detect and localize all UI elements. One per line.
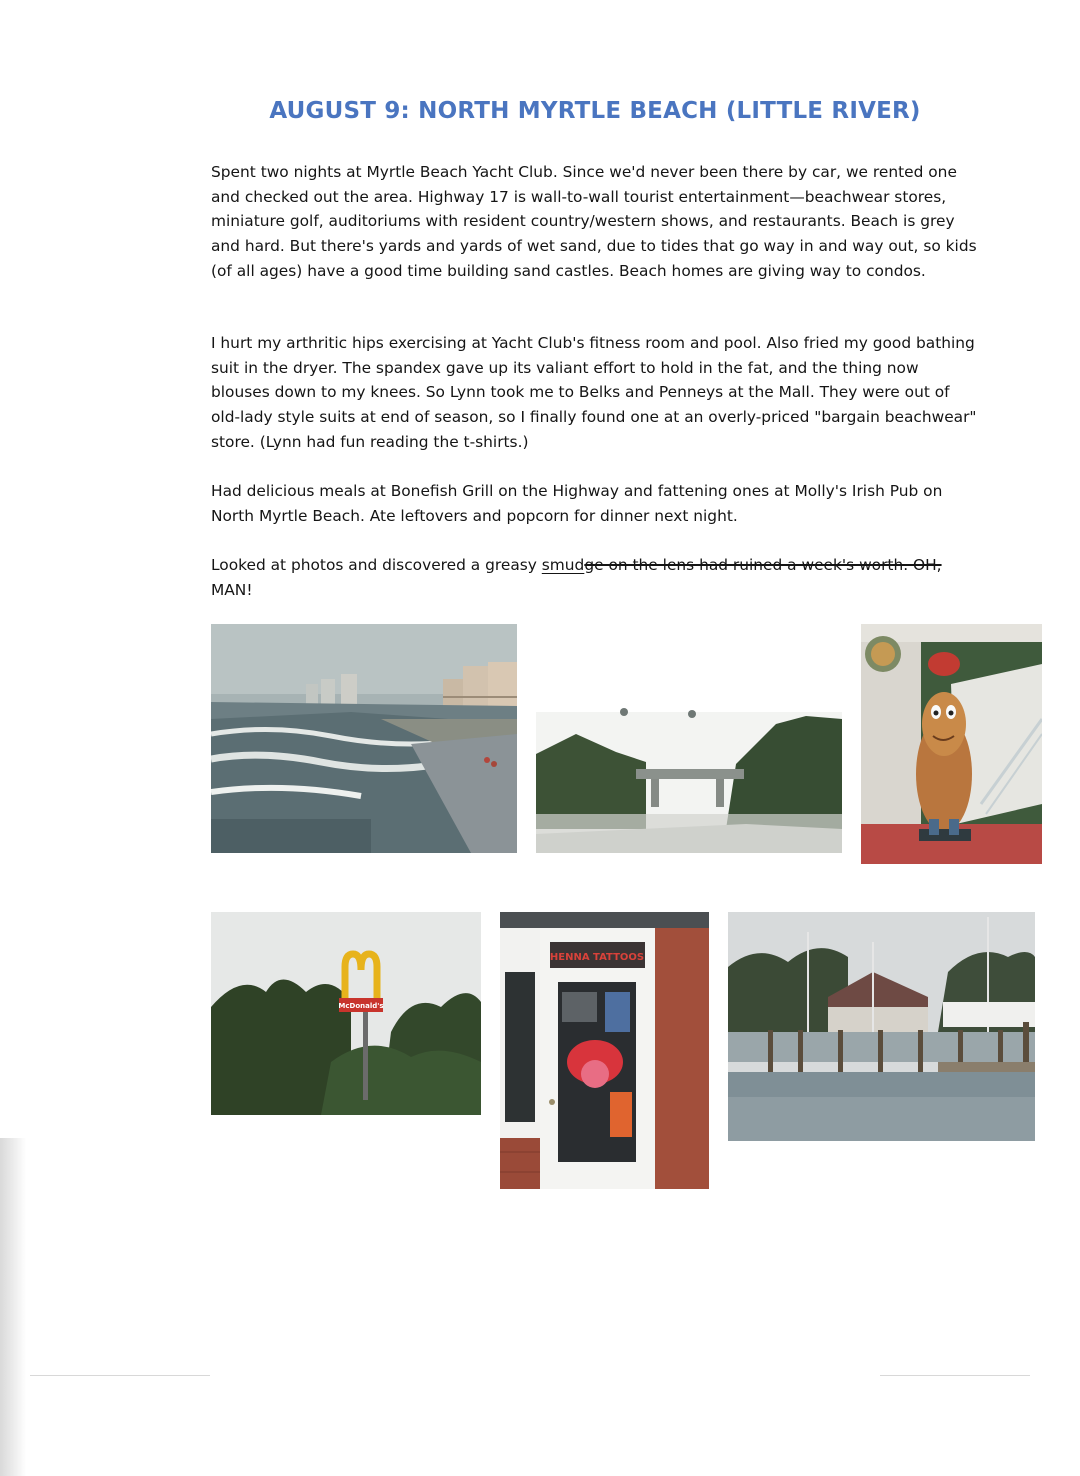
page-title: AUGUST 9: NORTH MYRTLE BEACH (LITTLE RIVER) <box>269 98 921 124</box>
paragraph-meals: Had delicious meals at Bonefish Grill on the Highway and fattening ones at Molly's Irish Pub on North Myrtle Beach. Ate leftovers and popcorn for dinner next night. <box>211 482 943 525</box>
scan-edge-shadow <box>0 1138 26 1476</box>
paragraph-photos <box>211 553 981 602</box>
photo-tattoo-shop-door <box>500 912 709 1189</box>
photo-mcdonalds-sign <box>211 912 481 1115</box>
photo-hot-dog-statue <box>861 624 1042 864</box>
photo-river-bridge <box>536 624 842 853</box>
photos-text-plain: Looked at photos and discovered a greasy <box>211 556 542 574</box>
mcdonalds-sign-text: McDonald's <box>338 1002 384 1010</box>
photos-text-smudged: smud <box>541 556 585 574</box>
scan-fold-line <box>30 1375 210 1376</box>
photos-text-struck: ge on the lens had ruined a week's worth. OH, <box>584 556 942 574</box>
photo-beach-condos <box>211 624 517 853</box>
photo-marina <box>728 912 1035 1141</box>
tattoo-sign-text: HENNA TATTOOS <box>549 952 645 963</box>
photos-text-tail: MAN! <box>211 580 253 599</box>
paragraph-swimsuit: I hurt my arthritic hips exercising at Yacht Club's fitness room and pool. Also fried my good bathing suit in the dryer. The spandex gave up its valiant effort to hold in the fat, and the thing now blouses down to my knees. So Lynn took me to Belks and Penneys at the Mall. They were out of old-lady style suits at end of season, so I finally found one at an overly-priced "bargain beachwear" store. (Lynn had fun reading the t-shirts.) <box>211 334 977 451</box>
paragraph-yacht-club: Spent two nights at Myrtle Beach Yacht Club. Since we'd never been there by car, we rented one and checked out the area. Highway 17 is wall-to-wall tourist entertainment—beachwear stores, miniature golf, auditoriums with resident country/western shows, and restaurants. Beach is grey and hard. But there's yards and yards of wet sand, due to tides that go way in and way out, so kids (of all ages) have a good time building sand castles. Beach homes are giving way to condos. <box>211 163 977 280</box>
scan-fold-line <box>880 1375 1030 1376</box>
